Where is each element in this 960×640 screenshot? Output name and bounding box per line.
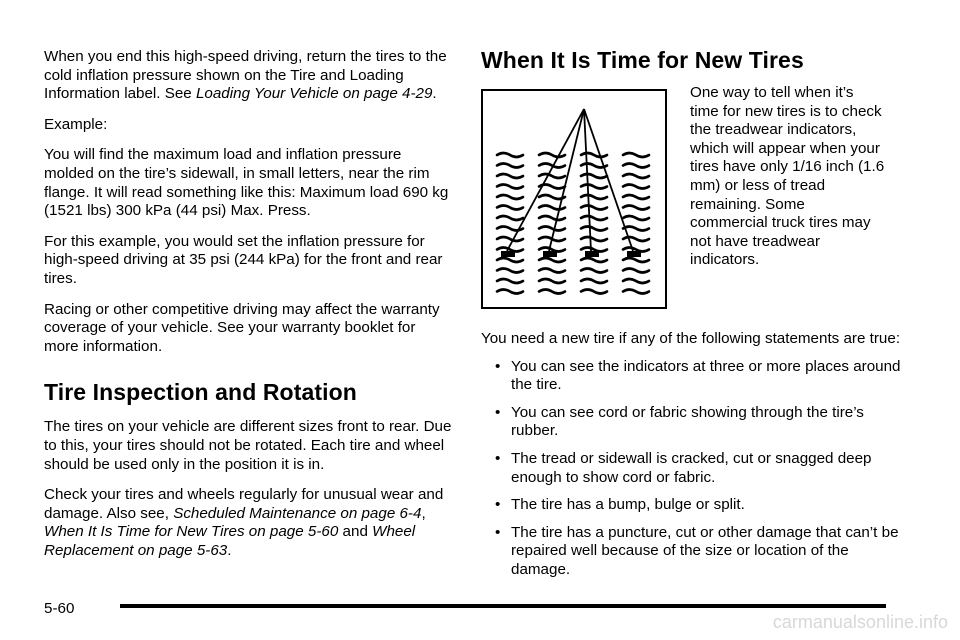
tread-block	[539, 279, 565, 283]
paragraph-need-new-tire: You need a new tire if any of the following statements are true:	[481, 330, 901, 347]
tread-block	[581, 248, 607, 252]
tread-block	[623, 174, 649, 178]
tread-block	[497, 279, 523, 283]
tread-block	[497, 206, 523, 210]
tread-block	[539, 206, 565, 210]
tread-block	[497, 290, 523, 294]
heading-new-tires: When It Is Time for New Tires	[481, 47, 804, 73]
list-item: • The tread or sidewall is cracked, cut or snagged deep enough to show cord or fabric.	[495, 449, 872, 486]
bullet-icon: •	[495, 523, 501, 541]
tread-block	[497, 174, 523, 178]
heading-tire-inspection: Tire Inspection and Rotation	[44, 379, 357, 406]
tread-block	[623, 290, 649, 294]
list-item: • The tire has a bump, bulge or split.	[495, 496, 745, 514]
tire-tread-illustration	[483, 91, 665, 307]
tread-block	[581, 174, 607, 178]
link-scheduled-maintenance[interactable]: Scheduled Maintenance on page 6-4	[173, 504, 422, 522]
tread-block	[581, 279, 607, 283]
treadwear-indicator-figure	[481, 89, 667, 309]
list-item: • The tire has a puncture, cut or other damage that can’t be repaired well because of the size or location of the damage.	[495, 523, 899, 578]
tread-block	[623, 206, 649, 210]
tread-block	[623, 258, 649, 262]
tread-block	[539, 227, 565, 231]
tread-block	[581, 216, 607, 220]
tread-block	[497, 195, 523, 199]
tread-block	[581, 269, 607, 273]
tread-block	[623, 227, 649, 231]
tread-block	[581, 258, 607, 262]
tread-block	[623, 153, 649, 157]
tread-block	[623, 237, 649, 241]
tread-block	[539, 258, 565, 262]
tread-block	[497, 258, 523, 262]
new-tire-conditions-list	[481, 358, 911, 580]
tread-block	[623, 269, 649, 273]
tread-block	[581, 153, 607, 157]
tread-block	[539, 290, 565, 294]
tread-block	[623, 185, 649, 189]
link-loading-your-vehicle[interactable]: Loading Your Vehicle on page 4-29	[195, 85, 433, 103]
tread-block	[497, 164, 523, 168]
tread-block	[497, 248, 523, 252]
paragraph-racing-warranty: Racing or other competitive driving may affect the warranty coverage of your vehicle. See your warranty booklet for more information.	[44, 300, 440, 355]
left-column	[44, 0, 454, 560]
tread-block	[497, 237, 523, 241]
tread-block	[497, 153, 523, 157]
tread-block	[623, 279, 649, 283]
tread-block	[497, 216, 523, 220]
list-item: • You can see the indicators at three or more places around the tire.	[495, 357, 901, 394]
paragraph-example-setting: For this example, you would set the inflation pressure for high-speed driving at 35 psi (244 kPa) for the front and rear tires.	[44, 232, 443, 287]
tread-block	[539, 174, 565, 178]
bullet-icon: •	[495, 403, 501, 421]
bullet-icon: •	[495, 449, 501, 467]
tread-block	[497, 185, 523, 189]
tread-block	[581, 227, 607, 231]
list-item: • You can see cord or fabric showing through the tire’s rubber.	[495, 403, 864, 440]
tread-block	[623, 248, 649, 252]
tread-block	[581, 237, 607, 241]
tread-block	[539, 216, 565, 220]
paragraph-max-load: You will find the maximum load and inflation pressure molded on the tire’s sidewall, in small letters, near the rim flange. It will read something like this: Maximum load 690 kg (1521 lbs) 300 kPa (44 psi) Max. Press.	[44, 146, 449, 220]
tread-block	[581, 290, 607, 294]
treadwear-indicator-description: One way to tell when it’s time for new tires is to check the treadwear indicators, which will appear when your tires have only 1/16 inch (1.6 mm) or less of tread remaining. Some commercial truck tires may not have treadwear indicators.	[690, 84, 885, 269]
tread-block	[581, 185, 607, 189]
tread-block	[623, 164, 649, 168]
tread-block	[539, 248, 565, 252]
link-new-tires[interactable]: When It Is Time for New Tires on page 5-60	[44, 523, 339, 541]
right-column	[481, 330, 911, 580]
tread-block	[623, 216, 649, 220]
paragraph-high-speed-return: When you end this high-speed driving, return the tires to the cold inflation pressure shown on the Tire and Loading Information label. See Loading Your Vehicle on page 4-29.	[44, 48, 447, 103]
paragraph-tire-sizes: The tires on your vehicle are different sizes front to rear. Due to this, your tires should not be rotated. Each tire and wheel should be used only in the position it is in.	[44, 418, 452, 473]
tread-block	[539, 153, 565, 157]
link-wheel-replacement[interactable]: Wheel Replacement on page 5-63	[44, 523, 416, 559]
tread-block	[623, 195, 649, 199]
paragraph-check-tires: Check your tires and wheels regularly for unusual wear and damage. Also see, Scheduled Maintenance on page 6-4, When It Is Time for New Tires on page 5-60 and Wheel Replacement on page 5-63.	[44, 486, 444, 559]
footer-rule	[120, 604, 886, 608]
bullet-icon: •	[495, 357, 501, 375]
tread-block	[581, 195, 607, 199]
page-number: 5-60	[44, 600, 75, 617]
tread-block	[497, 269, 523, 273]
tread-block	[539, 269, 565, 273]
bullet-icon: •	[495, 496, 501, 514]
watermark: carmanualsonline.info	[772, 612, 948, 632]
paragraph-example-label: Example:	[44, 115, 108, 133]
tread-block	[581, 206, 607, 210]
